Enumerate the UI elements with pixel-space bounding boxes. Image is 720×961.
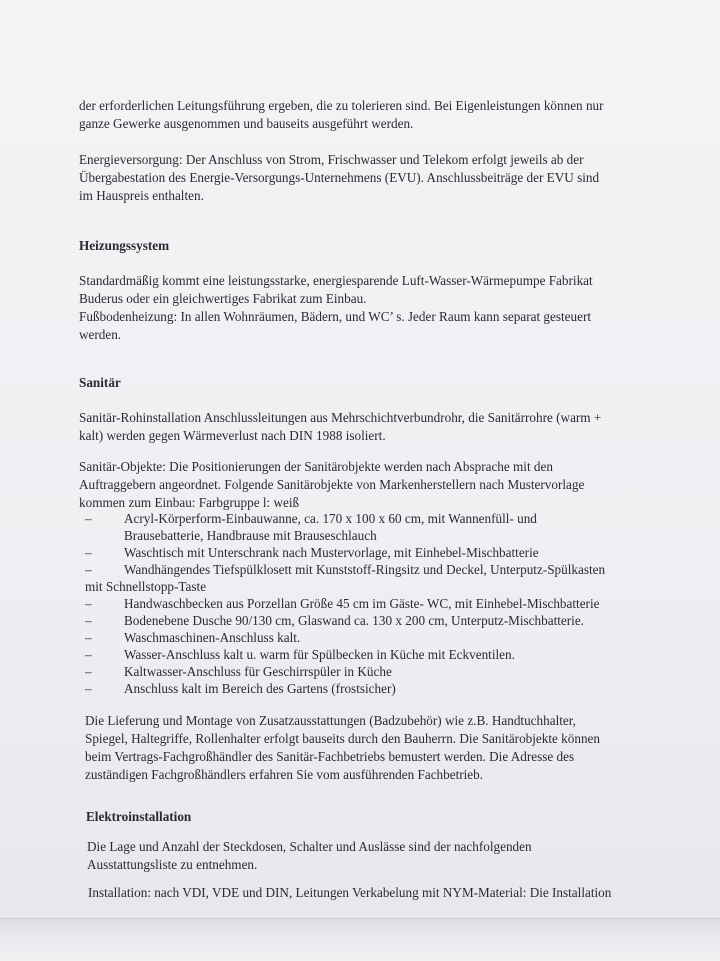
text-line: Übergabestation des Energie-Versorgungs-Unternehmens (EVU). Anschlussbeiträge der EVU sind — [79, 170, 600, 185]
text-line: Auftraggebern angeordnet. Folgende Sanitärobjekte von Markenherstellern nach Mustervorlage — [79, 477, 585, 492]
list-item-text: Bodenebene Dusche 90/130 cm, Glaswand ca. 130 x 200 cm, Unterputz-Mischbatterie. — [124, 613, 584, 628]
dash-bullet: – — [85, 681, 92, 696]
heading-elektro: Elektroinstallation — [86, 809, 192, 824]
text-line: Brausebatterie, Handbrause mit Brauseschlauch — [124, 528, 377, 543]
text-line: ganze Gewerke ausgenommen und bauseits ausgeführt werden. — [79, 116, 414, 131]
heading-heizung: Heizungssystem — [79, 238, 170, 253]
dash-bullet: – — [85, 562, 92, 577]
list-item-text: Waschmaschinen-Anschluss kalt. — [124, 630, 301, 645]
text-line: Standardmäßig kommt eine leistungsstarke, energiesparende Luft-Wasser-Wärmepumpe Fabrikat — [79, 273, 593, 288]
text-line: beim Vertrags-Fachgroßhändler des Sanitär-Fachbetriebs bemustert werden. Die Adresse des — [85, 749, 575, 764]
list-item-text: Waschtisch mit Unterschrank nach Mustervorlage, mit Einhebel-Mischbatterie — [124, 545, 539, 560]
text-line: zuständigen Fachgroßhändlers erfahren Sie vom ausführenden Fachbetrieb. — [85, 767, 484, 782]
dash-bullet: – — [85, 613, 92, 628]
dash-bullet: – — [85, 664, 92, 679]
electrical-paragraph — [87, 838, 647, 874]
text-line: kommen zum Einbau: Farbgruppe l: weiß — [79, 495, 300, 510]
text-line: kalt) werden gegen Wärmeverlust nach DIN 1988 isoliert. — [79, 428, 386, 443]
list-item-text — [85, 561, 624, 595]
text-line: Fußbodenheizung: In allen Wohnräumen, Bädern, und WC’ s. Jeder Raum kann separat gesteuert — [79, 309, 592, 324]
accessories-paragraph — [85, 712, 645, 784]
dash-bullet: – — [85, 545, 92, 560]
text-line: Buderus oder ein gleichwertiges Fabrikat zum Einbau. — [79, 291, 367, 306]
text-line: Sanitär-Rohinstallation Anschlussleitungen aus Mehrschichtverbundrohr, die Sanitärrohre (warm + — [79, 410, 602, 425]
text-line: der erforderlichen Leitungsführung ergeben, die zu tolerieren sind. Bei Eigenleistungen können nur — [79, 98, 604, 113]
energy-paragraph — [79, 151, 639, 205]
list-item-text — [124, 510, 624, 544]
text-line: Die Lage und Anzahl der Steckdosen, Schalter und Auslässe sind der nachfolgenden — [87, 839, 532, 854]
text-line: im Hauspreis enthalten. — [79, 188, 204, 203]
text-line: Ausstattungsliste zu entnehmen. — [87, 857, 258, 872]
text-line: Die Lieferung und Montage von Zusatzausstattungen (Badzubehör) wie z.B. Handtuchhalter, — [85, 713, 576, 728]
installation-line: Installation: nach VDI, VDE und DIN, Leitungen Verkabelung mit NYM-Material: Die Installation — [88, 885, 612, 900]
text-line: Spiegel, Haltegriffe, Rollenhalter erfolgt bauseits durch den Bauherrn. Die Sanitärobjekte können — [85, 731, 601, 746]
text-line: Energieversorgung: Der Anschluss von Strom, Frischwasser und Telekom erfolgt jeweils ab der — [79, 152, 584, 167]
text-line: Wandhängendes Tiefspülklosett mit Kunststoff-Ringsitz und Deckel, Unterputz-Spülkasten — [124, 562, 606, 577]
text-line: Acryl-Körperform-Einbauwanne, ca. 170 x 100 x 60 cm, mit Wannenfüll- und — [124, 511, 537, 526]
sanitary-rough-paragraph — [79, 409, 639, 445]
text-line: Sanitär-Objekte: Die Positionierungen der Sanitärobjekte werden nach Absprache mit den — [79, 459, 553, 474]
text-line: werden. — [79, 327, 122, 342]
list-item-text: Kaltwasser-Anschluss für Geschirrspüler in Küche — [124, 664, 392, 679]
dash-bullet: – — [85, 647, 92, 662]
dash-bullet: – — [85, 511, 92, 526]
dash-bullet: – — [85, 630, 92, 645]
intro-paragraph — [79, 97, 639, 133]
next-page-edge — [0, 918, 720, 961]
list-item-text: Handwaschbecken aus Porzellan Größe 45 cm im Gäste- WC, mit Einhebel-Mischbatterie — [124, 596, 600, 611]
list-item-text: Anschluss kalt im Bereich des Gartens (frostsicher) — [124, 681, 396, 696]
list-item-text: Wasser-Anschluss kalt u. warm für Spülbecken in Küche mit Eckventilen. — [124, 647, 515, 662]
heading-sanitaer: Sanitär — [79, 375, 121, 390]
sanitary-objects-paragraph — [79, 458, 639, 512]
dash-bullet: – — [85, 596, 92, 611]
text-line: mit Schnellstopp-Taste — [85, 579, 207, 594]
heating-paragraph — [79, 272, 639, 344]
